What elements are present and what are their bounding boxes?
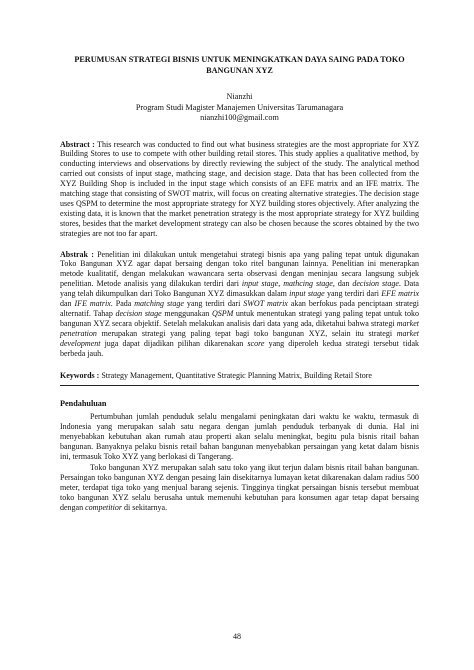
abstract-id-text: juga dapat dijadikan pilihan dikarenakan bbox=[100, 338, 248, 348]
body-paragraph bbox=[60, 463, 419, 513]
section-heading-pendahuluan: Pendahuluan bbox=[60, 399, 107, 409]
keywords bbox=[60, 371, 419, 381]
abstract-id-text: , bbox=[278, 279, 284, 289]
keywords-divider bbox=[60, 385, 419, 386]
abstract-id-term: QSPM bbox=[211, 309, 234, 318]
author-block bbox=[60, 92, 419, 124]
body-paragraph: Pertumbuhan jumlah penduduk selalu mengalami peningkatan dari waktu ke waktu, termasuk di Indonesia yang merupakan salah satu negara dengan jumlah penduduk terbanyak di dunia. Hal ini menyebabkan kebutuhan akan rumah atau properti akan selalu meningkat, begitu pula bisnis ritail bahan bangunan. Banyaknya pelaku bisnis retail bahan bangunan menyebabkan persaingan yang ketat dalam bisnis ini, termasuk Toko XYZ yang berlokasi di Tangerang. bbox=[60, 412, 419, 462]
abstract-id-text: Penelitian ini dilakukan untuk mengetahui strategi bisnis apa yang paling tepat untuk digunakan Toko Bangunan XYZ agar dapat bersaing dengan toko ritel bangunan lainnya. Penelitian ini menerapkan metode kualitatif, dengan melakukan wawancara serta observasi dengan meninjau secara langsung subjek penelitian. Metode analisis yang dilakukan terdiri dari bbox=[60, 249, 419, 289]
body-text: Toko bangunan XYZ merupakan salah satu toko yang ikut terjun dalam bisnis ritail bahan bangunan. Persaingan toko bangunan XYZ dengan pesaing lain disekitarnya lumayan ketat dikarenakan dalam radius 500 meter, terdapat tiga toko yang menjual barang sejenis. Tingginya tingkat persaingan bisnis tersebut membuat toko bangunan XYZ selalu berusaha untuk memenuhi kebutuhan para konsumen agar tetap dapat bersaing dengan bbox=[60, 462, 419, 512]
abstract-id-text: . Data yang telah dikumpulkan dari Toko Bangunan XYZ dimasukkan dalam bbox=[60, 279, 419, 299]
abstract-id-term: decision stage bbox=[115, 309, 162, 318]
abstract-id-term: IFE matrix bbox=[74, 299, 111, 309]
abstract-english-text: This research was conducted to find out what business strategies are the most appropriate for XYZ Building Stores to use to compete with other building retail stores. This study applies a qualitative method, by conducting interviews and observations by directly reviewing the subject of the study. The analytical method carried out consists of input stage, mathcing stage, and decision stage. Data that has been collected from the XYZ Building Shop is included in the input stage which consists of an EFE matrix and an IFE matrix. The matching stage that consisting of SWOT matrix, will focus on creating alternative strategies. The decision stage uses QSPM to determine the most appropriate strategy for XYZ building stores objectively. After analyzing the existing data, it is known that the market penetration strategy is the most appropriate strategy for XYZ building stores, besides that the market development strategy can also be chosen because the scores obtained by the two strategies are not too far apart. bbox=[60, 139, 420, 238]
abstract-id-term: input stage bbox=[289, 289, 325, 299]
abstract-id-term: input stage bbox=[241, 279, 279, 289]
abstract-id-term: score bbox=[247, 338, 265, 348]
page-content bbox=[60, 54, 419, 513]
abstract-id-text: . Pada bbox=[110, 299, 135, 309]
keywords-label: Keywords : bbox=[60, 370, 100, 380]
abstract-id-term: matching stage bbox=[134, 299, 184, 309]
abstract-id-term: market penetration bbox=[60, 318, 419, 338]
abstract-id-term: decision stage bbox=[352, 279, 399, 289]
abstract-id-term: market development bbox=[60, 328, 419, 348]
abstract-id-text: dan bbox=[60, 299, 75, 309]
abstract-id-text: merupakan strategi yang paling tepat bagi toko bangunan XYZ, selain itu strategi bbox=[96, 328, 397, 338]
body-term: competitior bbox=[85, 502, 122, 512]
abstract-id-term: EFE matrix bbox=[381, 289, 420, 299]
abstract-english bbox=[60, 140, 419, 239]
abstract-id-term: mathcing stage bbox=[283, 279, 333, 289]
abstract-id-text: untuk menentukan strategi yang paling tepat untuk toko bangunan XYZ secara objektif. Setelah melakukan analisis dari data yang ada, diketahui bahwa strategi bbox=[60, 309, 420, 328]
keywords-text: Strategy Management, Quantitative Strategic Planning Matrix, Building Retail Store bbox=[101, 370, 372, 380]
abstract-id-text: yang terdiri dari bbox=[183, 299, 244, 309]
abstract-english-label: Abstract : bbox=[60, 139, 95, 149]
author-affiliation: Program Studi Magister Manajemen Universitas Tarumanagara bbox=[135, 102, 344, 112]
abstract-indonesian bbox=[60, 250, 419, 359]
abstract-id-text: , dan bbox=[332, 279, 353, 289]
abstract-id-text: akan berfokus pada penciptaan strategi alternatif. Tahap bbox=[60, 299, 419, 318]
author-email: nianzhi100@gmail.com bbox=[200, 113, 279, 122]
abstract-indonesian-label: Abstrak : bbox=[60, 249, 94, 259]
author-name: Nianzhi bbox=[226, 92, 253, 101]
abstract-id-text: yang terdiri dari bbox=[324, 289, 382, 299]
body-text: di sekitarnya. bbox=[122, 502, 168, 512]
abstract-id-text: yang diperoleh kedua strategi tersebut tidak berbeda jauh. bbox=[60, 338, 419, 358]
paper-title: PERUMUSAN STRATEGI BISNIS UNTUK MENINGKATKAN DAYA SAING PADA TOKO BANGUNAN XYZ bbox=[74, 55, 405, 75]
abstract-id-text: menggunakan bbox=[161, 309, 212, 318]
page-number: 48 bbox=[233, 632, 241, 641]
abstract-id-term: SWOT matrix bbox=[243, 299, 288, 309]
